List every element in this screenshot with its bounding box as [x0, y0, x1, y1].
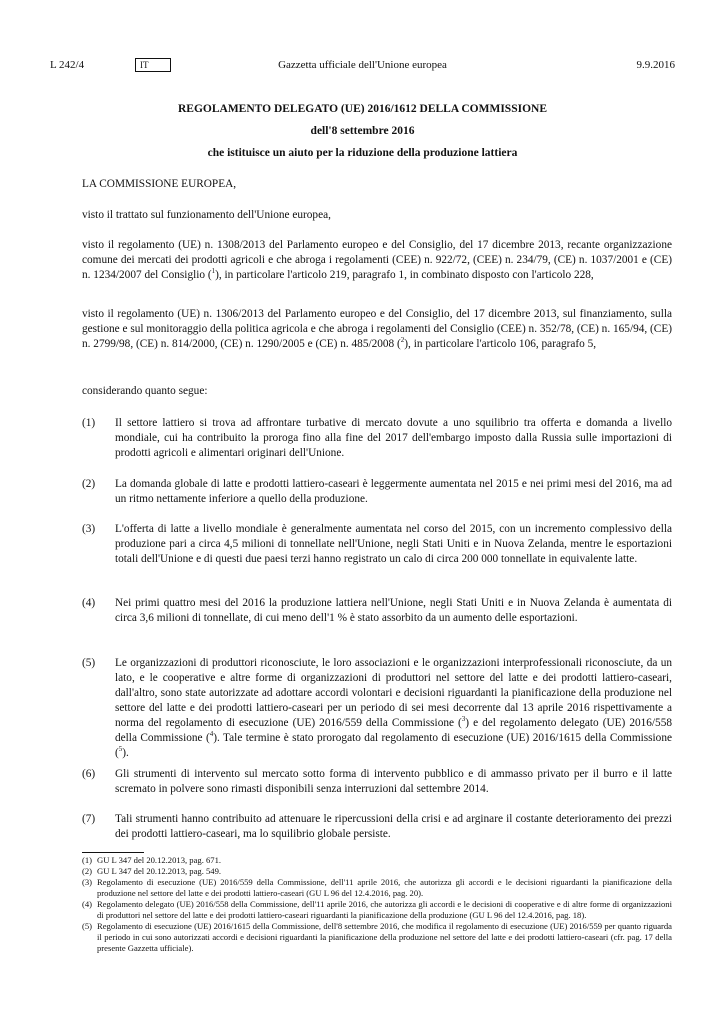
- journal-title: Gazzetta ufficiale dell'Unione europea: [278, 59, 447, 71]
- publication-date: 9.9.2016: [636, 59, 675, 71]
- footnote-ref-5: 5: [118, 745, 123, 754]
- footnote-2: [82, 866, 672, 877]
- footnote-ref-3: 3: [461, 715, 466, 724]
- recital-text: La domanda globale di latte e prodotti lattiero-caseari è leggermente aumentata nel 2015 e nei primi mesi del 2016, ma ad un ritmo nettamente inferiore a quello della produzione.: [115, 478, 672, 505]
- page-header: [50, 58, 675, 74]
- journal-reference: L 242/4: [50, 59, 85, 71]
- citation-regulation-1306: visto il regolamento (UE) n. 1306/2013 del Parlamento europeo e del Consiglio, del 17 dicembre 2013, sul finanziamento, sulla gestione e sul monitoraggio della politica agricola e che abroga i regolamenti del Consiglio (CEE) n. 352/78, (CE) n. 165/94, (CE) n. 2799/98, (CE) n. 814/2000, (CE) n. 1290/2005 e (CE) n. 485/2008 ($^2$), in particolare l'articolo 106, paragrafo 5,: [82, 308, 672, 350]
- footnote-text: Regolamento di esecuzione (UE) 2016/1615 della Commissione, dell'8 settembre 2016, che modifica il regolamento di esecuzione (UE) 2016/559 per quanto riguarda il periodo in cui sono autorizzati accordi e decisioni riguardanti la pianificazione della produzione nel settore del latte e dei prodotti lattiero-caseari (cfr. pag. 17 della presente Gazzetta ufficiale).: [97, 921, 672, 953]
- footnote-ref-2: 2: [400, 336, 405, 345]
- footnote-ref-4: 4: [209, 730, 214, 739]
- recital-number: (4): [82, 597, 96, 609]
- recital-number: (1): [82, 417, 96, 429]
- footnote-text: Regolamento di esecuzione (UE) 2016/559 della Commissione, dell'11 aprile 2016, che autorizza gli accordi e le decisioni riguardanti la pianificazione della produzione nel settore del latte e dei prodotti lattiero-caseari (GU L 96 del 12.4.2016, pag. 20).: [97, 877, 672, 898]
- recital-text: Tali strumenti hanno contribuito ad attenuare le ripercussioni della crisi e ad arginare il costante deterioramento dei prezzi dei prodotti lattiero-caseari, ma lo squilibrio globale persiste.: [115, 813, 672, 840]
- recital-6: [82, 767, 672, 797]
- footnote-4: [82, 899, 672, 921]
- recital-text: Nei primi quattro mesi del 2016 la produzione lattiera nell'Unione, negli Stati Uniti e in Nuova Zelanda è aumentata di circa 3,6 milioni di tonnellate, di cui meno dell'1 % è stato assorbito da un aumento delle esportazioni.: [115, 597, 672, 624]
- footnote-separator: [82, 852, 144, 853]
- recital-number: (2): [82, 478, 96, 490]
- title-line-3: che istituisce un aiuto per la riduzione della produzione lattiera: [207, 147, 518, 159]
- recital-4: [82, 596, 672, 626]
- footnote-text: GU L 347 del 20.12.2013, pag. 671.: [97, 855, 222, 865]
- recital-text: Gli strumenti di intervento sul mercato sotto forma di intervento pubblico e di ammasso privato per il burro e il latte scremato in polvere sono rimasti disponibili senza interruzioni dal settembre 2014.: [115, 768, 672, 795]
- footnote-3: [82, 877, 672, 899]
- recital-number: (3): [82, 523, 96, 535]
- citation-regulation-1308: visto il regolamento (UE) n. 1308/2013 del Parlamento europeo e del Consiglio, del 17 dicembre 2013, recante organizzazione comune dei mercati dei prodotti agricoli e che abroga i regolamenti (CEE) n. 922/72, (CEE) n. 234/79, (CE) n. 1037/2001 e (CE) n. 1234/2007 del Consiglio ($^1$), in particolare l'articolo 219, paragrafo 1, in combinato disposto con l'articolo 228,: [82, 239, 672, 281]
- language-code-box: IT: [135, 58, 171, 72]
- recital-text: L'offerta di latte a livello mondiale è generalmente aumentata nel corso del 2015, con un incremento complessivo della produzione pari a circa 4,5 milioni di tonnellate nell'Unione, negli Stati Uniti e in Nuova Zelanda, mentre le esportazioni totali dell'Unione e di questi due paesi terzi hanno registrato un calo di circa 200 000 tonnellate in equivalente latte.: [115, 523, 672, 565]
- authority-line: LA COMMISSIONE EUROPEA,: [82, 178, 237, 190]
- recital-5: [82, 656, 672, 761]
- footnote-text: Regolamento delegato (UE) 2016/558 della Commissione, dell'11 aprile 2016, che autorizza gli accordi e le decisioni di cooperative e di altre forme di organizzazioni di produttori nel settore del latte e dei prodotti lattiero-caseari riguardanti la pianificazione della produzione (GU L 96 del 12.4.2016, pag. 18).: [97, 899, 672, 920]
- recital-7: [82, 812, 672, 842]
- footnote-number: (4): [82, 899, 93, 909]
- footnote-number: (3): [82, 877, 93, 887]
- footnote-1: [82, 855, 672, 866]
- recital-number: (7): [82, 813, 96, 825]
- recital-2: [82, 477, 672, 507]
- citation-treaty: visto il trattato sul funzionamento dell'Unione europea,: [82, 209, 331, 221]
- recital-1: [82, 416, 672, 461]
- whereas-intro: considerando quanto segue:: [82, 385, 208, 397]
- title-line-2: dell'8 settembre 2016: [310, 125, 415, 137]
- footnote-number: (2): [82, 866, 93, 876]
- title-line-1: REGOLAMENTO DELEGATO (UE) 2016/1612 DELLA COMMISSIONE: [177, 103, 547, 115]
- recital-text: Le organizzazioni di produttori riconosciute, le loro associazioni e le organizzazioni interprofessionali riconosciute, da un lato, e le cooperative e altre forme di organizzazioni di produttori nel settore del latte e dei prodotti lattiero-caseari, dall'altro, sono state autorizzate ad adottare accordi volontari e decisioni riguardanti la pianificazione della produzione nel settore del latte e dei prodotti lattiero-caseari per un periodo di sei mesi decorrente dal 13 aprile 2016 rispettivamente a norma del regolamento di esecuzione (UE) 2016/559 della Commissione ($^3$) e del regolamento delegato (UE) 2016/558 della Commissione ($^4$). Tale termine è stato prorogato dal regolamento di esecuzione (UE) 2016/1615 della Commissione ($^5$).: [115, 657, 673, 759]
- footnote-number: (1): [82, 855, 93, 865]
- footnote-ref-1: 1: [211, 267, 216, 276]
- footnote-5: [82, 921, 672, 954]
- footnote-number: (5): [82, 921, 93, 931]
- regulation-title: [50, 98, 675, 164]
- recital-number: (6): [82, 768, 96, 780]
- recital-text: Il settore lattiero si trova ad affrontare turbative di mercato dovute a uno squilibrio tra offerta e domanda a livello mondiale, cui ha contribuito la proroga fino alla fine del 2017 dell'embargo imposto dalla Russia sulle importazioni di prodotti agricoli e alimentari originari dell'Unione.: [115, 417, 672, 459]
- footnotes: [82, 855, 672, 954]
- footnote-text: GU L 347 del 20.12.2013, pag. 549.: [97, 866, 222, 876]
- recital-3: [82, 522, 672, 567]
- recital-number: (5): [82, 657, 96, 669]
